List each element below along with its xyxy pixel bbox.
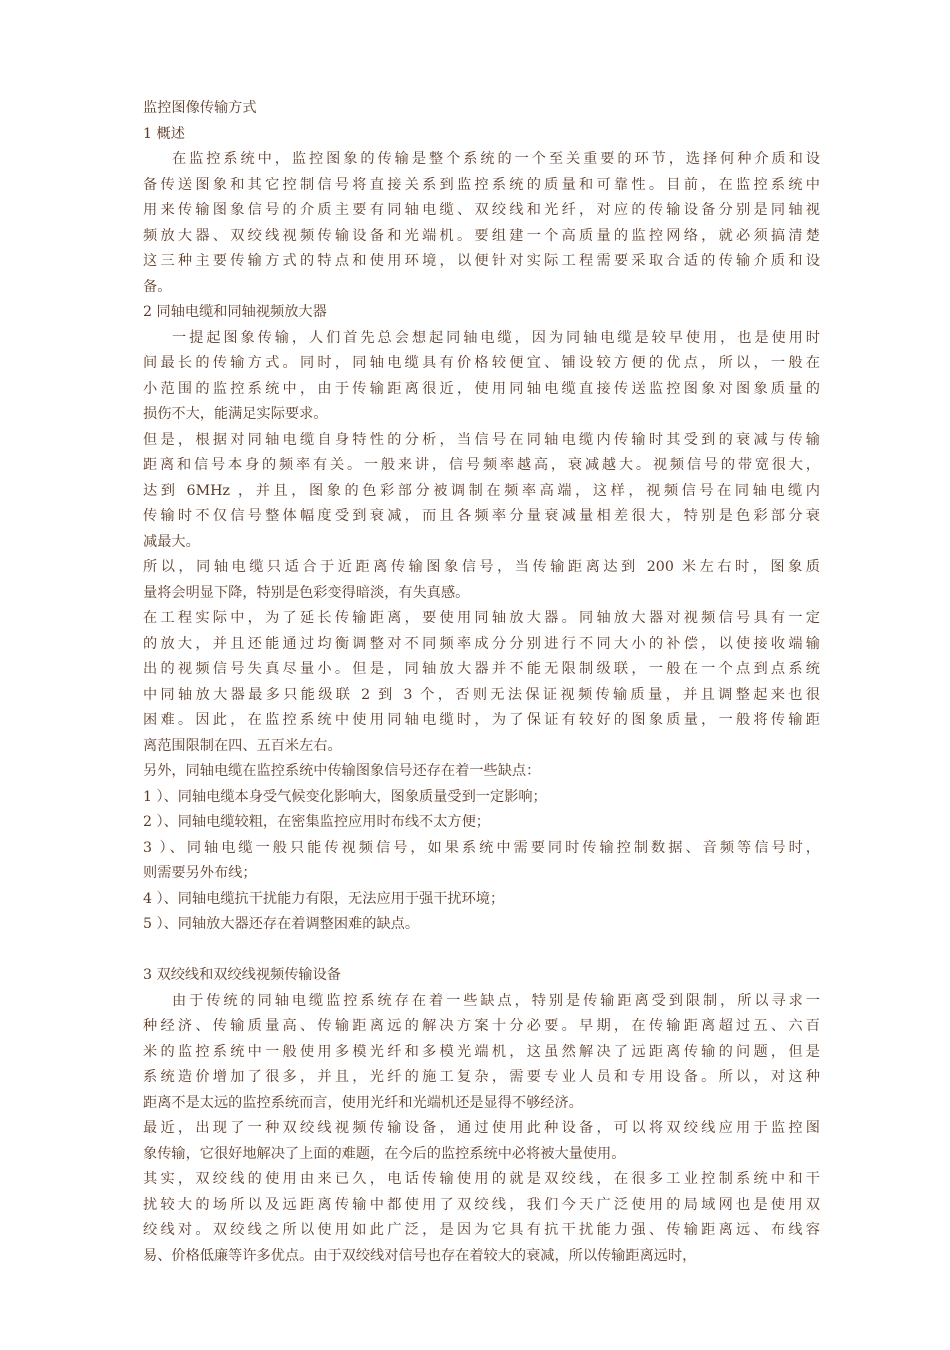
text-line: 中同轴放大器最多只能级联 2 到 3 个，否则无法保证视频传输质量，并且调整起来也很 bbox=[143, 686, 820, 703]
text-line: 易、价格低廉等许多优点。由于双绞线对信号也存在着较大的衰减，所以传输距离远时， bbox=[143, 1247, 697, 1264]
text-line: 2 ）、同轴电缆较粗，在密集监控应用时布线不太方便； bbox=[143, 814, 490, 830]
text-line: 间最长的传输方式。同时，同轴电缆具有价格较便宜、铺设较方便的优点，所以，一般在 bbox=[143, 355, 820, 371]
section-heading: 1 概述 bbox=[143, 125, 185, 142]
text-line: 达到 6MHz ，并且，图象的色彩部分被调制在频率高端，这样，视频信号在同轴电缆内 bbox=[143, 482, 820, 499]
paragraph bbox=[143, 912, 820, 938]
text-line: 由于传统的同轴电缆监控系统存在着一些缺点，特别是传输距离受到限制，所以寻求一 bbox=[172, 992, 820, 1009]
paragraph bbox=[143, 428, 820, 556]
text-line: 4 ）、同轴电缆抗干扰能力有限，无法应用于强干扰环境； bbox=[143, 890, 505, 907]
text-line: 在工程实际中，为了延长传输距离，要使用同轴放大器。同轴放大器对视频信号具有一定 bbox=[143, 610, 820, 626]
paragraph bbox=[143, 555, 820, 606]
text-line: 损伤不大，能满足实际要求。 bbox=[143, 406, 328, 422]
text-line: 离范围限制在四、五百米左右。 bbox=[143, 737, 342, 754]
text-line: 量将会明显下降，特别是色彩变得暗淡，有失真感。 bbox=[143, 584, 470, 601]
paragraph bbox=[143, 785, 820, 811]
text-line: 象传输，它很好地解决了上面的难题，在今后的监控系统中必将被大量使用。 bbox=[143, 1145, 626, 1162]
paragraph bbox=[143, 836, 820, 887]
text-line: 这三种主要传输方式的特点和使用环境，以便针对实际工程需要采取合适的传输介质和设 bbox=[143, 253, 820, 269]
paragraph bbox=[143, 887, 820, 913]
document-page bbox=[143, 96, 820, 1269]
section-heading: 2 同轴电缆和同轴视频放大器 bbox=[143, 304, 327, 320]
paragraph bbox=[143, 606, 820, 759]
text-line: 所以，同轴电缆只适合于近距离传输图象信号，当传输距离达到 200 米左右时，图象质 bbox=[143, 559, 820, 575]
text-line: 5 ）、同轴放大器还存在着调整困难的缺点。 bbox=[143, 916, 420, 932]
text-line: 传输时不仅信号整体幅度受到衰减，而且各频率分量衰减量相差很大，特别是色彩部分衰 bbox=[143, 508, 820, 524]
document-body bbox=[143, 122, 820, 1270]
paragraph bbox=[143, 759, 820, 785]
text-line: 最近，出现了一种双绞线视频传输设备，通过使用此种设备，可以将双绞线应用于监控图 bbox=[143, 1120, 820, 1136]
text-line: 在监控系统中，监控图象的传输是整个系统的一个至关重要的环节，选择何种介质和设 bbox=[172, 151, 820, 167]
text-line: 扰较大的场所以及远距离传输中都使用了双绞线，我们今天广泛使用的局域网也是使用双 bbox=[143, 1196, 820, 1213]
text-line: 3 ）、同轴电缆一般只能传视频信号，如果系统中需要同时传输控制数据、音频等信号时， bbox=[143, 839, 820, 856]
text-line: 距离不是太远的监控系统而言，使用光纤和光端机还是显得不够经济。 bbox=[143, 1094, 583, 1111]
paragraph bbox=[143, 989, 820, 1117]
text-line: 小范围的监控系统中，由于传输距离很近，使用同轴电缆直接传送监控图象对图象质量的 bbox=[143, 380, 820, 397]
text-line: 距离和信号本身的频率有关。一般来讲，信号频率越高，衰减越大。视频信号的带宽很大， bbox=[143, 457, 820, 473]
text-line: 的放大，并且还能通过均衡调整对不同频率成分分别进行不同大小的补偿，以使接收端输 bbox=[143, 635, 820, 652]
text-line: 出的视频信号失真尽量小。但是，同轴放大器并不能无限制级联，一般在一个点到点系统 bbox=[143, 661, 820, 677]
paragraph bbox=[143, 1116, 820, 1167]
text-line: 用来传输图象信号的介质主要有同轴电缆、双绞线和光纤，对应的传输设备分别是同轴视 bbox=[143, 202, 820, 218]
paragraph bbox=[143, 1167, 820, 1269]
document-title: 监控图像传输方式 bbox=[143, 100, 257, 116]
paragraph bbox=[143, 147, 820, 300]
text-line: 系统造价增加了很多，并且，光纤的施工复杂，需要专业人员和专用设备。所以，对这种 bbox=[143, 1069, 820, 1085]
text-line: 则需要另外布线； bbox=[143, 865, 257, 881]
text-line: 米的监控系统中一般使用多模光纤和多模光端机，这虽然解决了远距离传输的问题，但是 bbox=[143, 1043, 820, 1060]
paragraph bbox=[143, 810, 820, 836]
text-line: 1 ）、同轴电缆本身受气候变化影响大，图象质量受到一定影响； bbox=[143, 788, 547, 805]
paragraph bbox=[143, 326, 820, 428]
text-line: 种经济、传输质量高、传输距离远的解决方案十分必要。早期，在传输距离超过五、六百 bbox=[143, 1018, 820, 1034]
text-line: 另外，同轴电缆在监控系统中传输图象信号还存在着一些缺点： bbox=[143, 763, 541, 779]
text-line: 频放大器、双绞线视频传输设备和光端机。要组建一个高质量的监控网络，就必须搞清楚 bbox=[143, 227, 820, 244]
blank-line bbox=[143, 938, 820, 964]
text-line: 备。 bbox=[143, 278, 172, 295]
text-line: 困难。因此，在监控系统中使用同轴电缆时，为了保证有较好的图象质量，一般将传输距 bbox=[143, 712, 820, 728]
section-heading: 3 双绞线和双绞线视频传输设备 bbox=[143, 967, 341, 983]
text-line: 一提起图象传输，人们首先总会想起同轴电缆，因为同轴电缆是较早使用，也是使用时 bbox=[172, 329, 820, 346]
text-line: 减最大。 bbox=[143, 533, 200, 550]
text-line: 备传送图象和其它控制信号将直接关系到监控系统的质量和可靠性。目前，在监控系统中 bbox=[143, 176, 820, 193]
text-line: 但是，根据对同轴电缆自身特性的分析，当信号在同轴电缆内传输时其受到的衰减与传输 bbox=[143, 431, 820, 448]
text-line: 其实，双绞线的使用由来已久，电话传输使用的就是双绞线，在很多工业控制系统中和干 bbox=[143, 1171, 820, 1187]
text-line: 绞线对。双绞线之所以使用如此广泛，是因为它具有抗干扰能力强、传输距离远、布线容 bbox=[143, 1222, 820, 1238]
